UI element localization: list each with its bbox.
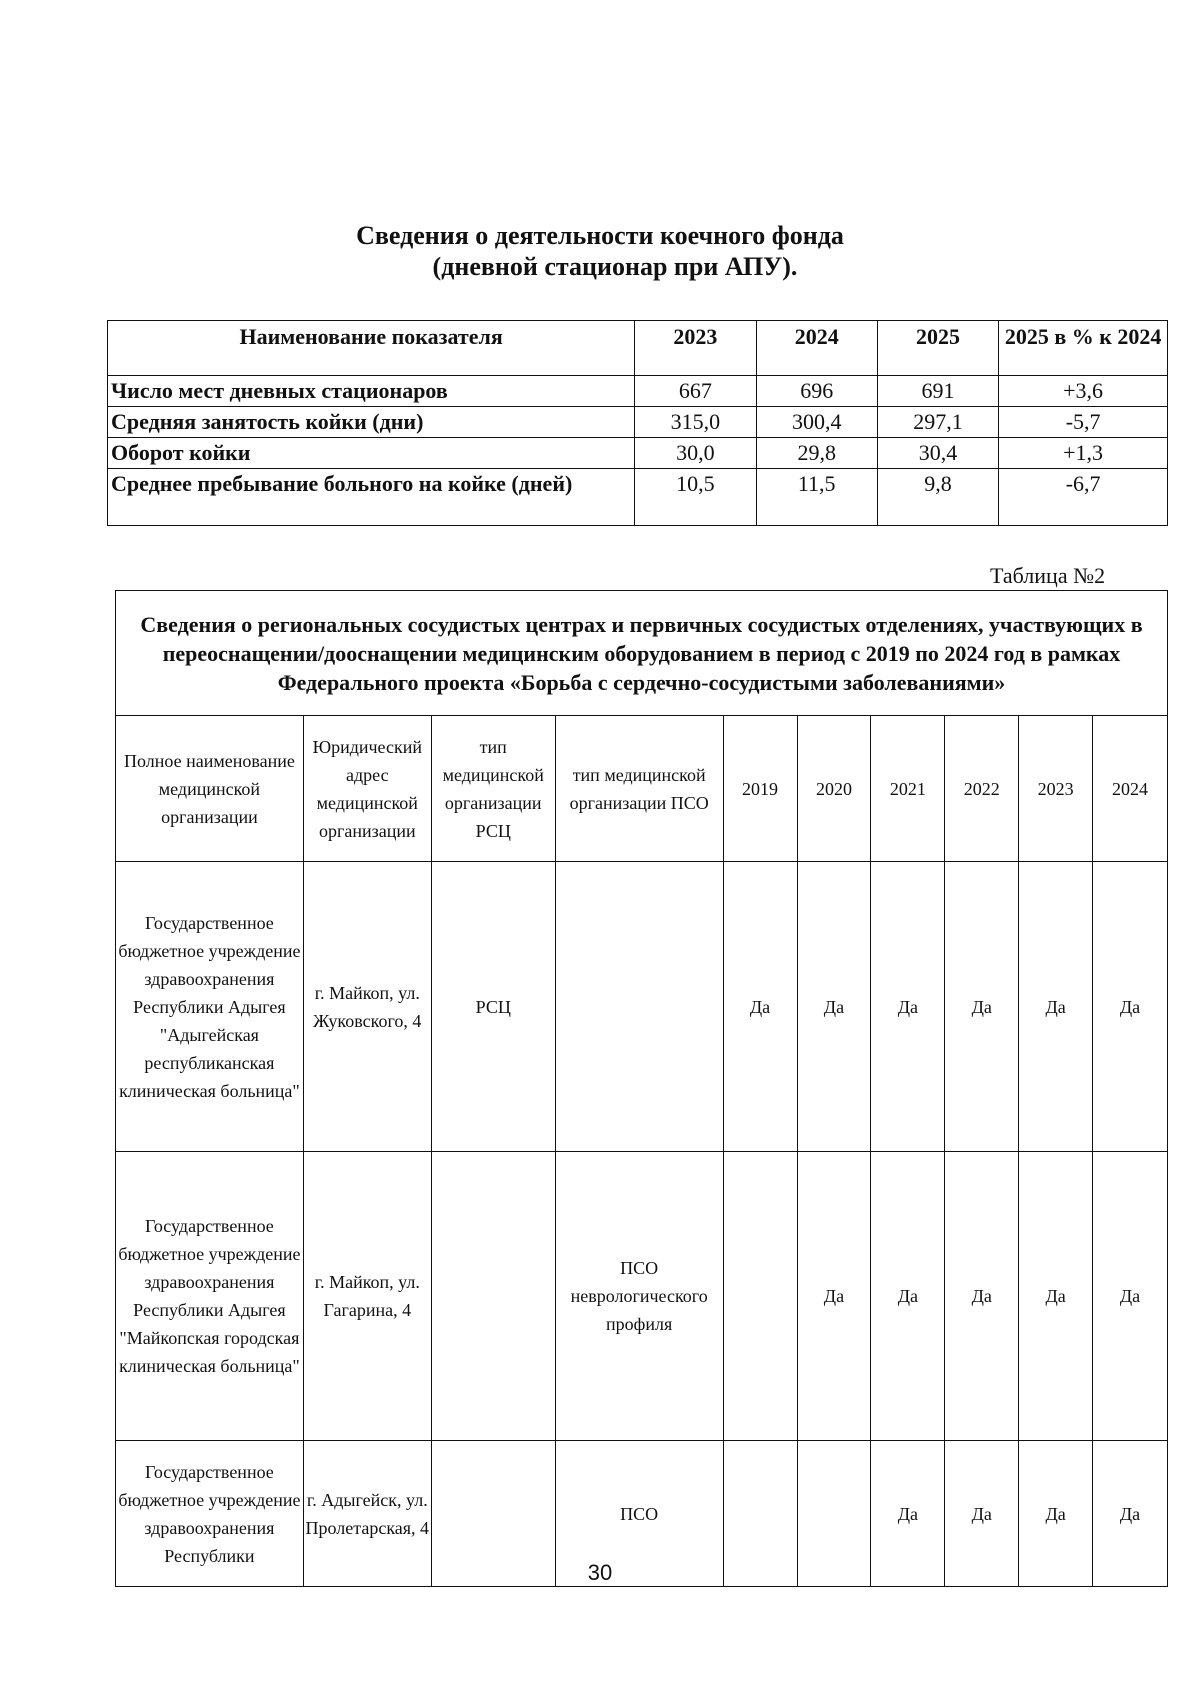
table-row — [108, 469, 1168, 526]
header-cell: 2024 — [1093, 716, 1168, 862]
header-cell: 2025 в % к 2024 — [999, 321, 1168, 376]
table-row — [108, 438, 1168, 469]
value-cell: 29,8 — [756, 438, 877, 469]
rsc-type — [431, 1152, 555, 1441]
document-title — [0, 220, 1200, 282]
pso-type: ПСО неврологического профиля — [555, 1152, 723, 1441]
year-cell: Да — [871, 1441, 945, 1587]
value-cell: 9,8 — [877, 469, 998, 526]
year-cell: Да — [1093, 1441, 1168, 1587]
header-cell: 2023 — [635, 321, 756, 376]
indicator-name: Среднее пребывание больного на койке (дней) — [108, 469, 635, 526]
indicator-name: Число мест дневных стационаров — [108, 376, 635, 407]
value-cell: 315,0 — [635, 407, 756, 438]
pso-type: ПСО — [555, 1441, 723, 1587]
header-cell: Юридический адрес медицинской организации — [303, 716, 431, 862]
year-cell: Да — [871, 1152, 945, 1441]
value-cell: 11,5 — [756, 469, 877, 526]
title-line-1: Сведения о деятельности коечного фонда — [356, 221, 844, 250]
value-cell: 667 — [635, 376, 756, 407]
value-cell: 696 — [756, 376, 877, 407]
indicator-name: Оборот койки — [108, 438, 635, 469]
header-cell: 2021 — [871, 716, 945, 862]
value-cell: 30,4 — [877, 438, 998, 469]
header-cell: 2023 — [1019, 716, 1093, 862]
title-line-2: (дневной стационар при АПУ). — [432, 252, 798, 281]
year-cell: Да — [871, 862, 945, 1152]
year-cell — [723, 1152, 797, 1441]
organization-address: г. Майкоп, ул. Жуковского, 4 — [303, 862, 431, 1152]
organization-name: Государственное бюджетное учреждение здравоохранения Республики Адыгея "Адыгейская республиканская клиническая больница" — [116, 862, 304, 1152]
value-cell: 297,1 — [877, 407, 998, 438]
header-cell: 2024 — [756, 321, 877, 376]
year-cell: Да — [1093, 862, 1168, 1152]
year-cell: Да — [945, 1441, 1019, 1587]
header-cell: Наименование показателя — [108, 321, 635, 376]
percent-cell: +3,6 — [999, 376, 1168, 407]
table-row — [116, 862, 1168, 1152]
year-cell: Да — [945, 1152, 1019, 1441]
value-cell: 10,5 — [635, 469, 756, 526]
indicator-name: Средняя занятость койки (дни) — [108, 407, 635, 438]
organization-address: г. Адыгейск, ул. Пролетарская, 4 — [303, 1441, 431, 1587]
year-cell: Да — [1019, 1441, 1093, 1587]
table-heading: Сведения о региональных сосудистых центрах и первичных сосудистых отделениях, участвующих в переоснащении/дооснащении медицинским оборудованием в период с 2019 по 2024 год в рамках Федерального проекта «Борьба с сердечно-сосудистыми заболеваниями» — [116, 591, 1168, 716]
header-cell: 2022 — [945, 716, 1019, 862]
year-cell: Да — [797, 862, 871, 1152]
year-cell: Да — [1093, 1152, 1168, 1441]
year-cell: Да — [797, 1152, 871, 1441]
table-heading-row — [116, 591, 1168, 716]
percent-cell: +1,3 — [999, 438, 1168, 469]
value-cell: 691 — [877, 376, 998, 407]
percent-cell: -6,7 — [999, 469, 1168, 526]
header-cell: тип медицинской организации РСЦ — [431, 716, 555, 862]
table-header-row — [116, 716, 1168, 862]
bed-fund-table — [107, 320, 1168, 526]
header-cell: тип медицинской организации ПСО — [555, 716, 723, 862]
organization-name: Государственное бюджетное учреждение здравоохранения Республики Адыгея "Майкопская городская клиническая больница" — [116, 1152, 304, 1441]
vascular-centers-table — [115, 590, 1168, 1587]
header-cell: Полное наименование медицинской организации — [116, 716, 304, 862]
table-header-row — [108, 321, 1168, 376]
pso-type — [555, 862, 723, 1152]
table-caption: Таблица №2 — [990, 563, 1106, 588]
table-row — [108, 407, 1168, 438]
rsc-type: РСЦ — [431, 862, 555, 1152]
table-row — [116, 1152, 1168, 1441]
organization-address: г. Майкоп, ул. Гагарина, 4 — [303, 1152, 431, 1441]
value-cell: 30,0 — [635, 438, 756, 469]
header-cell: 2020 — [797, 716, 871, 862]
header-cell: 2025 — [877, 321, 998, 376]
year-cell: Да — [1019, 862, 1093, 1152]
value-cell: 300,4 — [756, 407, 877, 438]
year-cell: Да — [945, 862, 1019, 1152]
percent-cell: -5,7 — [999, 407, 1168, 438]
organization-name: Государственное бюджетное учреждение здравоохранения Республики — [116, 1441, 304, 1587]
year-cell: Да — [1019, 1152, 1093, 1441]
page-number: 30 — [587, 1560, 613, 1585]
table-row — [108, 376, 1168, 407]
year-cell: Да — [723, 862, 797, 1152]
header-cell: 2019 — [723, 716, 797, 862]
